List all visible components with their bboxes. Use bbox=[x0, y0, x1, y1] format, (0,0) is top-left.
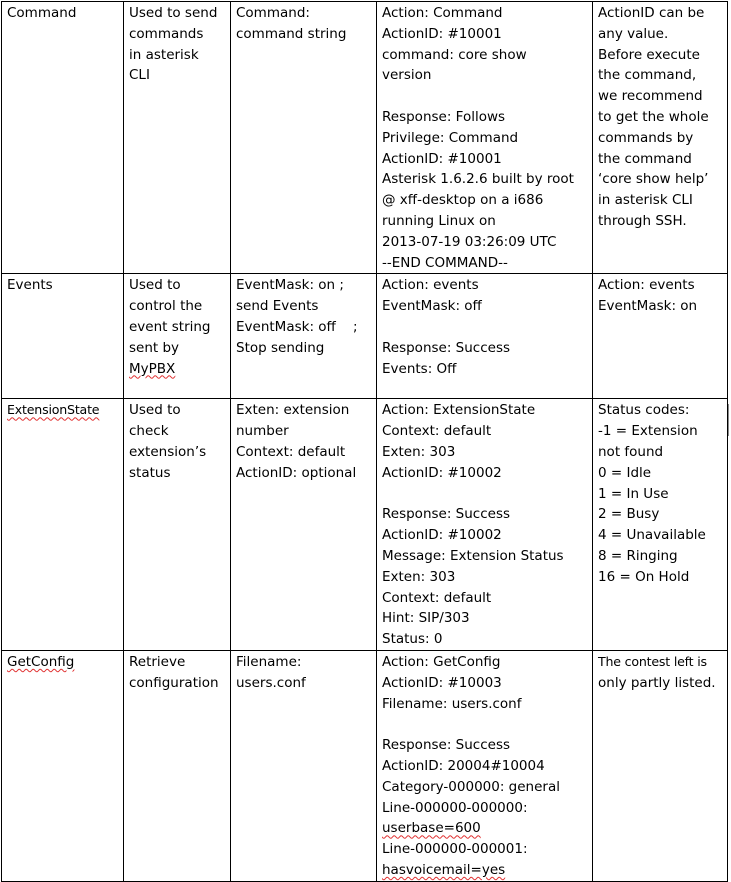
description-line: in asterisk bbox=[129, 46, 199, 63]
parameter-line: EventMask: off ; bbox=[236, 318, 358, 335]
description-line: MyPBX bbox=[129, 360, 176, 377]
parameters-cell bbox=[231, 399, 377, 651]
example-line: ActionID: #10001 bbox=[382, 25, 502, 42]
example-line: Exten: 303 bbox=[382, 568, 456, 585]
notes-line: only partly listed. bbox=[598, 674, 716, 691]
example-blank-line bbox=[382, 317, 587, 338]
description-line: event string bbox=[129, 318, 211, 335]
notes-line: the command bbox=[598, 150, 692, 167]
example-line: Response: Success bbox=[382, 737, 511, 754]
example-line: ActionID: #10002 bbox=[382, 464, 502, 481]
example-line: @ xff-desktop on a i686 bbox=[382, 192, 544, 209]
notes-line: 2 = Busy bbox=[598, 506, 660, 523]
command-name: Events bbox=[7, 277, 53, 294]
description-line: Used to send bbox=[129, 5, 218, 21]
notes-cell bbox=[593, 650, 728, 881]
example-line: hasvoicemail=yes bbox=[382, 861, 506, 878]
description-line: configuration bbox=[129, 674, 219, 691]
notes-line: 16 = On Hold bbox=[598, 568, 690, 585]
example-line: running Linux on bbox=[382, 212, 496, 229]
notes-line: to get the whole bbox=[598, 108, 709, 125]
notes-line: The contest left is bbox=[598, 653, 707, 669]
example-line: Action: events bbox=[382, 277, 479, 294]
notes-line: EventMask: on bbox=[598, 298, 698, 315]
command-name: ExtensionState bbox=[7, 402, 100, 418]
example-line: Action: GetConfig bbox=[382, 653, 501, 670]
example-line: ActionID: #10002 bbox=[382, 527, 502, 544]
description-cell bbox=[124, 399, 231, 651]
example-line: Response: Follows bbox=[382, 108, 506, 125]
example-line: Action: Command bbox=[382, 5, 503, 21]
example-blank-line bbox=[382, 86, 587, 107]
parameters-cell bbox=[231, 2, 377, 274]
parameter-line: send Events bbox=[236, 298, 319, 315]
parameter-line: users.conf bbox=[236, 674, 306, 691]
example-line: Category-000000: general bbox=[382, 778, 560, 795]
table-row bbox=[2, 399, 728, 651]
notes-line: ActionID can be bbox=[598, 5, 705, 21]
command-name: Command bbox=[7, 5, 77, 21]
command-name-cell bbox=[2, 274, 124, 399]
example-line: ActionID: #10003 bbox=[382, 674, 502, 691]
notes-line: 4 = Unavailable bbox=[598, 527, 706, 544]
example-line: Events: Off bbox=[382, 360, 457, 377]
command-name-cell bbox=[2, 2, 124, 274]
notes-line: commands by bbox=[598, 129, 694, 146]
example-line: ActionID: #10001 bbox=[382, 150, 502, 167]
notes-line: -1 = Extension bbox=[598, 423, 698, 440]
notes-line: 0 = Idle bbox=[598, 464, 652, 481]
notes-line: ‘core show help’ bbox=[598, 171, 709, 188]
example-cell bbox=[377, 650, 593, 881]
command-name-cell bbox=[2, 650, 124, 881]
command-name-cell bbox=[2, 399, 124, 651]
notes-line: Status codes: bbox=[598, 402, 690, 419]
example-line: Status: 0 bbox=[382, 631, 443, 648]
example-line: Action: ExtensionState bbox=[382, 402, 536, 419]
notes-line: the command, bbox=[598, 67, 697, 84]
notes-line: in asterisk CLI bbox=[598, 192, 693, 209]
description-line: sent by bbox=[129, 339, 180, 356]
description-line: Retrieve bbox=[129, 653, 186, 670]
ami-command-table bbox=[1, 1, 728, 882]
notes-cell bbox=[593, 274, 728, 399]
notes-line: we recommend bbox=[598, 88, 703, 105]
example-line: Context: default bbox=[382, 589, 492, 606]
example-line: version bbox=[382, 67, 432, 84]
notes-line: Before execute bbox=[598, 46, 700, 63]
notes-line: not found bbox=[598, 443, 664, 460]
parameters-cell bbox=[231, 650, 377, 881]
example-line: Exten: 303 bbox=[382, 443, 456, 460]
description-line: commands bbox=[129, 25, 204, 42]
table-row bbox=[2, 2, 728, 274]
example-line: Line-000000-000001: bbox=[382, 841, 528, 858]
parameter-line: EventMask: on ; bbox=[236, 277, 344, 294]
notes-line: Action: events bbox=[598, 277, 695, 294]
example-line: Line-000000-000000: bbox=[382, 799, 528, 816]
description-line: check bbox=[129, 423, 169, 440]
parameter-line: Stop sending bbox=[236, 339, 325, 356]
example-line: Context: default bbox=[382, 423, 492, 440]
example-blank-line bbox=[382, 714, 587, 735]
description-cell bbox=[124, 650, 231, 881]
description-line: extension’s bbox=[129, 443, 207, 460]
parameter-line: Exten: extension bbox=[236, 402, 350, 419]
parameters-cell bbox=[231, 274, 377, 399]
parameter-line: Context: default bbox=[236, 443, 346, 460]
notes-line: through SSH. bbox=[598, 212, 687, 229]
example-line: Asterisk 1.6.2.6 built by root bbox=[382, 171, 574, 188]
table-row bbox=[2, 650, 728, 881]
description-line: control the bbox=[129, 298, 203, 315]
command-name: GetConfig bbox=[7, 653, 75, 670]
page-edge-mark bbox=[728, 404, 729, 436]
example-line: EventMask: off bbox=[382, 298, 482, 315]
example-line: command: core show bbox=[382, 46, 527, 63]
parameter-line: Command: bbox=[236, 5, 310, 21]
example-line: Response: Success bbox=[382, 339, 511, 356]
notes-line: 1 = In Use bbox=[598, 485, 669, 502]
description-line: status bbox=[129, 464, 171, 481]
example-line: Hint: SIP/303 bbox=[382, 610, 470, 627]
example-cell bbox=[377, 399, 593, 651]
description-line: Used to bbox=[129, 402, 181, 419]
example-line: ActionID: 20004#10004 bbox=[382, 757, 545, 774]
parameter-line: command string bbox=[236, 25, 347, 42]
notes-cell bbox=[593, 2, 728, 274]
example-blank-line bbox=[382, 484, 587, 505]
example-line: Filename: users.conf bbox=[382, 695, 522, 712]
description-line: CLI bbox=[129, 67, 150, 84]
parameter-line: Filename: bbox=[236, 653, 302, 670]
description-cell bbox=[124, 274, 231, 399]
example-cell bbox=[377, 2, 593, 274]
example-cell bbox=[377, 274, 593, 399]
notes-cell bbox=[593, 399, 728, 651]
notes-line: any value. bbox=[598, 25, 669, 42]
parameter-line: ActionID: optional bbox=[236, 464, 357, 481]
example-line: Message: Extension Status bbox=[382, 547, 564, 564]
description-cell bbox=[124, 2, 231, 274]
example-line: userbase=600 bbox=[382, 820, 481, 837]
example-line: 2013-07-19 03:26:09 UTC bbox=[382, 233, 557, 250]
table-row bbox=[2, 274, 728, 399]
description-line: Used to bbox=[129, 277, 181, 294]
example-line: Privilege: Command bbox=[382, 129, 519, 146]
example-line: --END COMMAND-- bbox=[382, 254, 508, 271]
example-line: Response: Success bbox=[382, 506, 511, 523]
parameter-line: number bbox=[236, 423, 289, 440]
notes-line: 8 = Ringing bbox=[598, 547, 678, 564]
